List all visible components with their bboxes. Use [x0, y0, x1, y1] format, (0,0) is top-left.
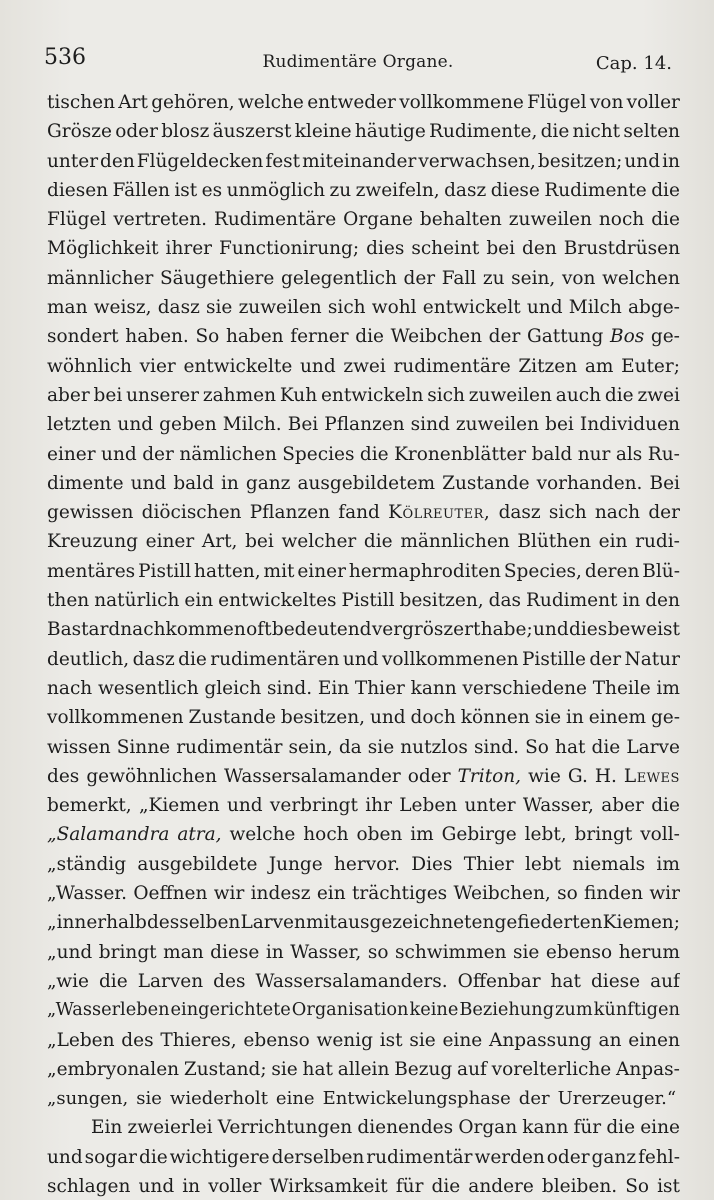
text-line: „wie die Larven des Wassersalamanders. Offenbar hat diese auf	[47, 970, 680, 992]
text-line: „ständig ausgebildete Junge hervor. Dies Thier lebt niemals im	[47, 853, 680, 875]
text-line: Grösze oder blosz äuszerst kleine häutige Rudimente, die nicht selten	[47, 121, 680, 143]
text-line: „embryonalen Zustand; sie hat allein Bezug auf vorelterliche Anpas-	[47, 1058, 680, 1080]
text-line: Kreuzung einer Art, bei welcher die männlichen Blüthen ein rudi-	[47, 531, 680, 553]
text-line: letzten und geben Milch. Bei Pflanzen sind zuweilen bei Individuen	[47, 414, 680, 436]
text-line: Bastardnachkommen oft bedeutend vergröszert habe; und dies beweist	[47, 619, 680, 641]
text-line: „Salamandra atra, welche hoch oben im Gebirge lebt, bringt voll-	[47, 824, 680, 846]
text-line: nach wesentlich gleich sind. Ein Thier kann verschiedene Theile im	[47, 677, 680, 699]
text-line: „sungen, sie wiederholt eine Entwickelungsphase der Urerzeuger.“	[47, 1088, 677, 1110]
text-line: deutlich, dasz die rudimentären und vollkommenen Pistille der Natur	[47, 648, 680, 670]
text-line: des gewöhnlichen Wassersalamander oder Triton, wie G. H. Lewes	[47, 765, 680, 787]
text-line: dimente und bald in ganz ausgebildetem Zustande vorhanden. Bei	[47, 472, 680, 494]
page-header	[44, 45, 672, 81]
body-text	[47, 88, 680, 1200]
running-head: Rudimentäre Organe.	[262, 52, 454, 72]
text-line: diesen Fällen ist es unmöglich zu zweifeln, dasz diese Rudimente die	[47, 179, 680, 201]
text-line: „Wasser. Oeffnen wir indesz ein trächtiges Weibchen, so finden wir	[47, 883, 680, 905]
text-line: unter den Flügeldecken fest miteinander verwachsen, besitzen; und in	[47, 150, 680, 172]
text-line: männlicher Säugethiere gelegentlich der Fall zu sein, von welchen	[47, 267, 680, 289]
text-line: vollkommenen Zustande besitzen, und doch können sie in einem ge-	[47, 707, 680, 729]
text-line: und sogar die wichtigere derselben rudimentär werden oder ganz fehl-	[47, 1146, 680, 1168]
text-line: Möglichkeit ihrer Functionirung; dies scheint bei den Brustdrüsen	[47, 238, 680, 260]
text-line: Flügel vertreten. Rudimentäre Organe behalten zuweilen noch die	[47, 209, 680, 231]
text-line: „Leben des Thieres, ebenso wenig ist sie eine Anpassung an einen	[47, 1029, 680, 1051]
text-line: „Wasserleben eingerichtete Organisation keine Beziehung zum künftigen	[47, 1000, 680, 1021]
text-line: schlagen und in voller Wirksamkeit für die andere bleiben. So ist	[47, 1175, 680, 1197]
text-line: einer und der nämlichen Species die Kronenblätter bald nur als Ru-	[47, 443, 680, 465]
text-line: „innerhalb desselben Larven mit ausgezeichneten gefiederten Kiemen;	[47, 912, 680, 934]
text-line: tischen Art gehören, welche entweder vollkommene Flügel von voller	[47, 92, 680, 113]
text-line: „und bringt man diese in Wasser, so schwimmen sie ebenso herum	[47, 941, 680, 963]
chapter-label: Cap. 14.	[595, 53, 672, 74]
page-number: 536	[44, 45, 86, 70]
text-line: man weisz, dasz sie zuweilen sich wohl entwickelt und Milch abge-	[47, 297, 680, 319]
text-line: gewissen diöcischen Pflanzen fand Kölreuter, dasz sich nach der	[47, 502, 680, 524]
text-line: then natürlich ein entwickeltes Pistill besitzen, das Rudiment in den	[47, 590, 680, 612]
text-line: Ein zweierlei Verrichtungen dienendes Organ kann für die eine	[91, 1117, 680, 1139]
text-line: bemerkt, „Kiemen und verbringt ihr Leben unter Wasser, aber die	[47, 795, 680, 817]
text-line: mentäres Pistill hatten, mit einer hermaphroditen Species, deren Blü-	[47, 560, 680, 582]
text-line: aber bei unserer zahmen Kuh entwickeln sich zuweilen auch die zwei	[47, 384, 680, 406]
text-line: sondert haben. So haben ferner die Weibchen der Gattung Bos ge-	[47, 326, 680, 348]
text-line: wöhnlich vier entwickelte und zwei rudimentäre Zitzen am Euter;	[47, 355, 680, 377]
text-line: wissen Sinne rudimentär sein, da sie nutzlos sind. So hat die Larve	[47, 736, 680, 758]
